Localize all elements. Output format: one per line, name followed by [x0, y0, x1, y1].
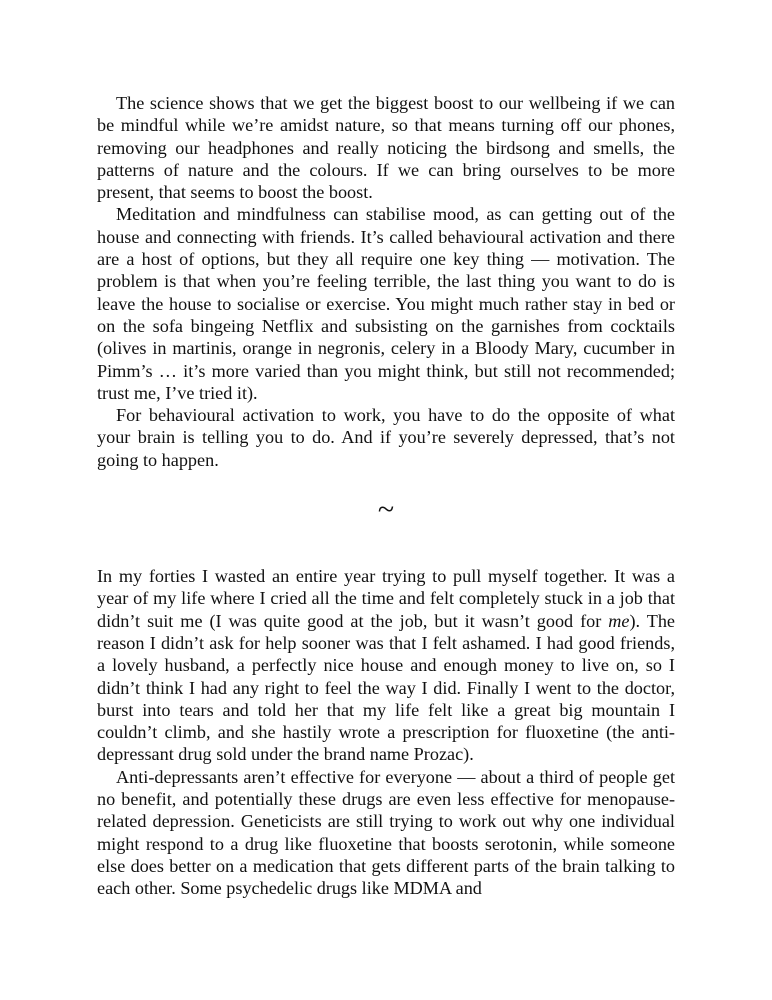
paragraph-anti-depressants: Anti-depressants aren’t effective for everyone — about a third of people get no benefit, and potentially these drugs are even less effective for menopause-related depression. Geneticists are still trying to work out why one individual might respond to a drug like fluoxetine that boosts serotonin, while someone else does better on a medication that gets different parts of the brain talking to each other. Some psychedelic drugs like MDMA and [97, 766, 675, 899]
paragraph-forties-text-end: ). The reason I didn’t ask for help sooner was that I felt ashamed. I had good friends, a lovely husband, a perfectly nice house and enough money to live on, so I didn’t think I had any right to feel the way I did. Finally I went to the doctor, burst into tears and told her that my life felt like a great big mountain I couldn’t climb, and she hastily wrote a prescription for fluoxetine (the anti-depressant drug sold under the brand name Prozac). [97, 610, 675, 765]
emphasis-me: me [608, 610, 630, 631]
paragraph-forties-story [97, 565, 675, 766]
paragraph-behavioural-activation: Meditation and mindfulness can stabilise mood, as can getting out of the house and connecting with friends. It’s called behavioural activation and there are a host of options, but they all require one key thing — motivation. The problem is that when you’re feeling terrible, the last thing you want to do is leave the house to socialise or exercise. You might much rather stay in bed or on the sofa bingeing Netflix and subsisting on the garnishes from cocktails (olives in martinis, orange in negronis, celery in a Bloody Mary, cucumber in Pimm’s … it’s more varied than you might think, but still not recommended; trust me, I’ve tried it). [97, 204, 675, 403]
paragraph-mindful-nature: The science shows that we get the biggest boost to our wellbeing if we can be mindful while we’re amidst nature, so that means turning off our phones, removing our headphones and really noticing the birdsong and smells, the patterns of nature and the colours. If we can bring ourselves to be more present, that seems to boost the boost. [97, 93, 675, 203]
paragraph-forties-text-start: In my forties I wasted an entire year trying to pull myself together. It was a year of my life where I cried all the time and felt completely stuck in a job that didn’t suit me (I was quite good at the job, but it wasn’t good for [97, 566, 675, 631]
paragraph-opposite-of-brain: For behavioural activation to work, you have to do the opposite of what your brain is telling you to do. And if you’re severely depressed, that’s not going to happen. [97, 405, 675, 470]
book-page [97, 92, 675, 900]
section-break-tilde: ~ [377, 493, 395, 527]
